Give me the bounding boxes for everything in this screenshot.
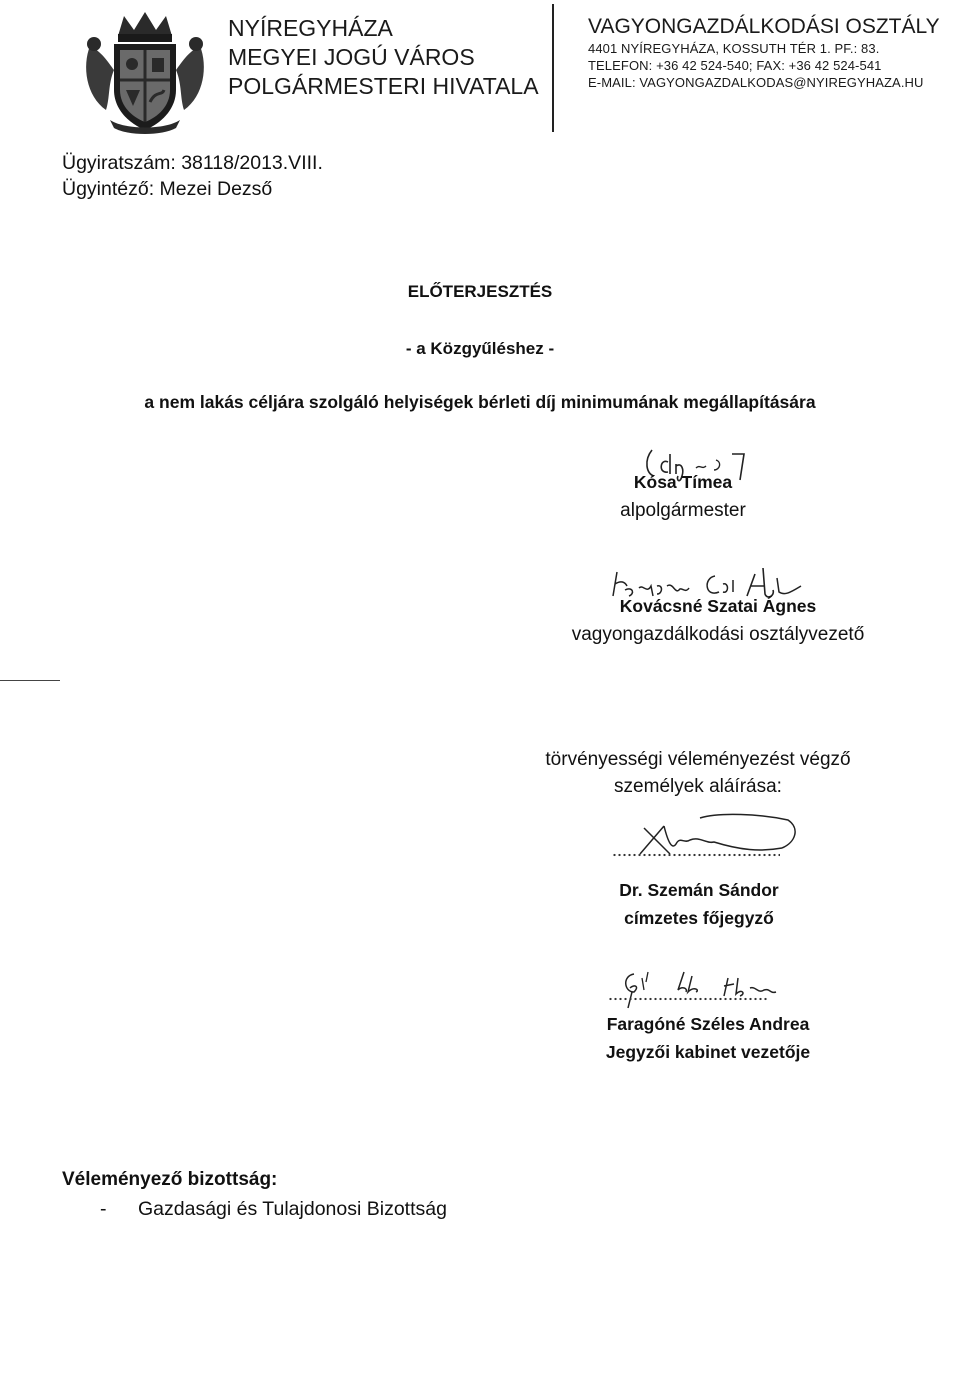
department-email: E-MAIL: VAGYONGAZDALKODAS@NYIREGYHAZA.HU [588,75,924,90]
reviewer-role-1: címzetes főjegyző [624,908,774,928]
committee-name: Gazdasági és Tulajdonosi Bizottság [138,1198,447,1220]
margin-mark [0,680,60,681]
signatory-role-2: vagyongazdálkodási osztályvezető [571,624,865,645]
reviewer-2 [0,1010,960,1066]
signatory-name-1: Kósa Tímea [633,472,733,492]
list-dash: - [100,1198,107,1220]
header-divider [552,4,554,132]
case-officer: Ügyintéző: Mezei Dezső [62,178,273,200]
legal-review-heading [0,746,960,800]
legal-review-line-2: személyek aláírása: [614,776,782,797]
file-number: Ügyiratszám: 38118/2013.VIII. [62,152,323,174]
city-line-3: POLGÁRMESTERI HIVATALA [228,73,539,99]
department-title: VAGYONGAZDÁLKODÁSI OSZTÁLY [588,15,940,38]
issuing-authority [228,14,539,101]
signature-line-dotted-1 [612,852,780,858]
department-phone: TELEFON: +36 42 524-540; FAX: +36 42 524-541 [588,58,882,73]
signatory-name-2: Kovácsné Szatai Ágnes [619,596,817,616]
signatory-role-1: alpolgármester [620,500,746,521]
document-addressee: - a Közgyűléshez - [405,339,555,358]
reviewer-name-2: Faragóné Széles Andrea [606,1014,810,1034]
reviewer-name-1: Dr. Szemán Sándor [619,880,779,900]
signature-line-dotted-2 [608,996,768,1002]
reviewer-role-2: Jegyzői kabinet vezetője [605,1042,811,1062]
document-subject: a nem lakás céljára szolgáló helyiségek bérleti díj minimumának megállapítására [144,392,816,412]
reviewer-1 [0,876,960,932]
document-title: ELŐTERJESZTÉS [407,282,553,301]
legal-review-line-1: törvényességi véleményezést végző [545,749,851,770]
coat-of-arms-logo [80,6,210,136]
committee-item [100,1198,447,1221]
city-line-1: NYÍREGYHÁZA [228,15,393,41]
department-address: 4401 NYÍREGYHÁZA, KOSSUTH TÉR 1. PF.: 83. [588,41,880,56]
committee-label: Véleményező bizottság: [62,1169,278,1190]
reference-block [62,150,323,202]
department-block [588,14,940,91]
signature-faragone-szeles-andrea [600,966,790,1012]
city-line-2: MEGYEI JOGÚ VÁROS [228,44,475,70]
